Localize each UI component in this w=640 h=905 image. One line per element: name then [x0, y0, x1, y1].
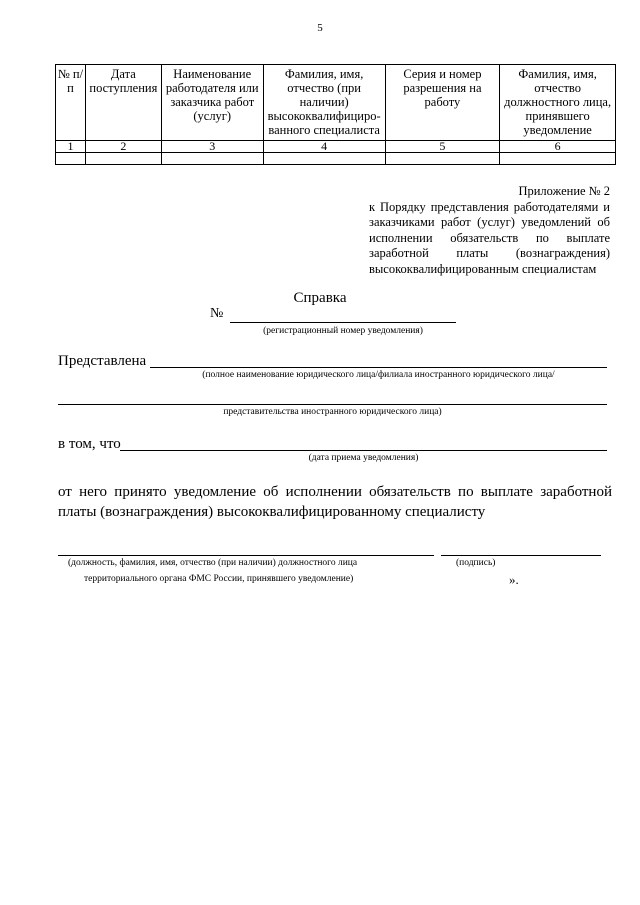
- closing-quote: ».: [509, 572, 519, 587]
- signature-caption: (подпись): [456, 558, 496, 568]
- document-title: Справка: [293, 290, 347, 306]
- number-sign: №: [210, 306, 224, 321]
- col-header-official: Фамилия, имя, отчество должностного лица, принявшего уведомление: [500, 65, 616, 141]
- date-caption: (дата приема уведомления): [308, 453, 419, 463]
- page-number: 5: [317, 22, 323, 34]
- col-header-specialist: Фамилия, имя, отчество (при наличии) высококвалифициро-ванного специалиста: [263, 65, 385, 141]
- table-cell: [263, 153, 385, 165]
- table-numbering-row: [56, 141, 616, 153]
- col-header-employer: Наименование работодателя или заказчика работ (услуг): [161, 65, 263, 141]
- table-row: [56, 153, 616, 165]
- presented-line-2: [58, 404, 607, 405]
- table-cell: [85, 153, 161, 165]
- presented-caption-2: представительства иностранного юридического лица): [223, 407, 442, 417]
- that-label: в том, что: [58, 436, 121, 452]
- col-number-cell: 6: [500, 141, 616, 153]
- col-number-cell: 1: [56, 141, 86, 153]
- col-number-cell: 5: [385, 141, 500, 153]
- reg-number-caption: (регистрационный номер уведомления): [263, 326, 423, 336]
- presented-label: Представлена: [58, 353, 147, 369]
- table-cell: [161, 153, 263, 165]
- body-text: от него принято уведомление об исполнении обязательств по выплате заработной платы (вознаграждения) высококвалифицированному специалисту: [58, 484, 612, 520]
- col-number-cell: 3: [161, 141, 263, 153]
- presented-line: [150, 367, 607, 368]
- official-caption-line1: (должность, фамилия, имя, отчество (при наличии) должностного лица: [68, 558, 358, 568]
- table-cell: [500, 153, 616, 165]
- col-header-date: Дата поступления: [85, 65, 161, 141]
- signature-line: [441, 555, 601, 556]
- date-line: [120, 450, 607, 451]
- col-header-number: № п/п: [56, 65, 86, 141]
- appendix-text: к Порядку представления работодателями и заказчиками работ (услуг) уведомлений об исполнении обязательств по выплате заработной платы (вознаграждения) высококвалифицированным специалистам: [369, 199, 610, 276]
- col-number-cell: 4: [263, 141, 385, 153]
- appendix-block: [369, 184, 610, 277]
- presented-caption: (полное наименование юридического лица/филиала иностранного юридического лица/: [202, 370, 555, 380]
- col-number-cell: 2: [85, 141, 161, 153]
- table-cell: [385, 153, 500, 165]
- table-header-row: [56, 65, 616, 141]
- official-line: [58, 555, 434, 556]
- appendix-number: Приложение № 2: [518, 184, 610, 198]
- notifications-register-table: [55, 64, 616, 165]
- official-caption-line2: территориального органа ФМС России, принявшего уведомление): [84, 574, 354, 584]
- col-header-permit: Серия и номер разрешения на работу: [385, 65, 500, 141]
- reg-number-line: [230, 322, 456, 323]
- table-cell: [56, 153, 86, 165]
